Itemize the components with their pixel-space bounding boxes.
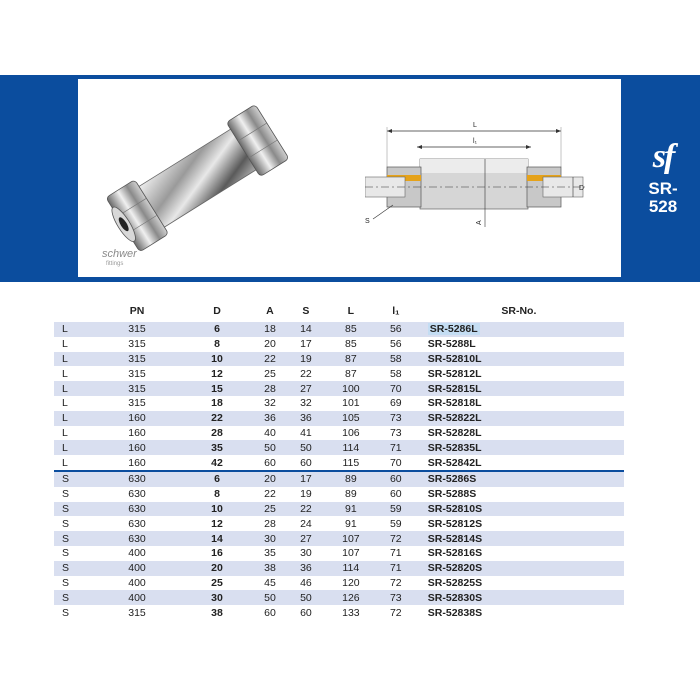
- cell-s: 24: [300, 517, 312, 530]
- cell-a: 36: [252, 411, 288, 426]
- cell-s: 41: [300, 426, 312, 439]
- cell-d: 12: [211, 367, 223, 380]
- cell-srno: SR-5286L: [414, 322, 624, 337]
- cell-l: 87: [324, 352, 378, 367]
- cell-type: L: [54, 352, 92, 367]
- cell-s: 50: [288, 590, 324, 605]
- cell-type: S: [62, 606, 70, 619]
- cell-pn: 315: [128, 338, 146, 351]
- table-row: [54, 440, 624, 455]
- cell-l1: 71: [378, 440, 414, 455]
- cell-srno: SR-52818L: [427, 397, 482, 410]
- cell-type: S: [62, 517, 70, 530]
- col-header-pn: PN: [129, 305, 145, 317]
- cell-d: 6: [182, 322, 252, 337]
- cell-type: S: [54, 561, 92, 576]
- cell-s: 36: [288, 561, 324, 576]
- cell-srno: SR-5286S: [414, 471, 624, 487]
- cell-srno: SR-52812L: [427, 367, 482, 380]
- cell-pn: 400: [92, 561, 182, 576]
- cell-s: 30: [300, 547, 312, 560]
- table-row: [54, 352, 624, 367]
- cell-l1: 58: [378, 352, 414, 367]
- cell-l: 114: [324, 440, 378, 455]
- svg-text:l₁: l₁: [473, 138, 477, 145]
- col-header-d: D: [213, 305, 221, 317]
- sf-logo: sf: [652, 138, 674, 175]
- cell-pn: 160: [128, 426, 146, 439]
- cell-a: 28: [264, 517, 276, 530]
- cell-l1: 69: [389, 397, 402, 410]
- cell-d: 25: [211, 576, 223, 589]
- cell-l1: 60: [389, 488, 402, 501]
- cell-a: 35: [264, 547, 276, 560]
- cell-s: 14: [288, 322, 324, 337]
- cell-srno: SR-52810L: [414, 352, 624, 367]
- cell-srno: SR-52842L: [427, 456, 482, 469]
- cell-l1: 73: [378, 590, 414, 605]
- cell-type: L: [54, 322, 92, 337]
- cell-l1: 70: [378, 381, 414, 396]
- table-row: [54, 322, 624, 337]
- cell-srno: SR-52820S: [414, 561, 624, 576]
- table-row: [54, 366, 624, 381]
- cell-s: 17: [288, 471, 324, 487]
- cell-d: 38: [211, 606, 223, 619]
- cell-d: 6: [182, 471, 252, 487]
- cell-srno: SR-5288S: [427, 488, 477, 501]
- cell-a: 25: [252, 502, 288, 517]
- cell-pn: 315: [128, 606, 146, 619]
- cell-s: 46: [300, 576, 312, 589]
- cell-type: S: [54, 590, 92, 605]
- cell-s: 19: [288, 352, 324, 367]
- cell-type: S: [62, 547, 70, 560]
- svg-text:S: S: [365, 218, 370, 225]
- cell-l: 114: [324, 561, 378, 576]
- cell-d: 8: [214, 338, 220, 351]
- cell-s: 19: [300, 488, 312, 501]
- cell-a: 20: [264, 338, 276, 351]
- cell-pn: 160: [92, 440, 182, 455]
- product-photo: [98, 84, 298, 274]
- cell-l1: 70: [389, 456, 402, 469]
- cell-d: 42: [211, 456, 223, 469]
- cell-pn: 630: [128, 517, 146, 530]
- cell-pn: 400: [128, 576, 146, 589]
- table-row: [54, 561, 624, 576]
- table-row: [54, 471, 624, 487]
- cell-pn: 160: [128, 456, 146, 469]
- cell-type: L: [62, 397, 68, 410]
- cell-l: 115: [342, 456, 360, 469]
- cell-s: 22: [288, 502, 324, 517]
- cell-l1: 71: [389, 547, 402, 560]
- cell-type: S: [54, 471, 92, 487]
- cell-l: 107: [324, 531, 378, 546]
- table-row: [54, 487, 624, 502]
- cell-l: 91: [324, 502, 378, 517]
- cell-l1: 58: [389, 367, 402, 380]
- cell-srno: SR-52828L: [427, 426, 482, 439]
- cell-a: 60: [264, 606, 276, 619]
- cell-d: 8: [214, 488, 220, 501]
- cell-l: 105: [324, 411, 378, 426]
- cell-pn: 160: [92, 411, 182, 426]
- table-row: [54, 381, 624, 396]
- table-row: [54, 411, 624, 426]
- cell-type: L: [54, 440, 92, 455]
- cell-s: 60: [300, 606, 312, 619]
- table-header-row: [54, 300, 624, 322]
- table-row: [54, 502, 624, 517]
- cell-l: 91: [345, 517, 357, 530]
- table-row: [54, 531, 624, 546]
- cell-pn: 315: [128, 367, 146, 380]
- cell-srno: SR-52822L: [414, 411, 624, 426]
- table-row: [54, 455, 624, 471]
- cell-type: L: [54, 381, 92, 396]
- col-header-l1: l₁: [392, 305, 400, 317]
- table-row: [54, 605, 624, 620]
- table-row: [54, 426, 624, 441]
- svg-text:A: A: [476, 220, 483, 225]
- cell-a: 40: [264, 426, 276, 439]
- cell-pn: 315: [92, 322, 182, 337]
- cell-l1: 60: [378, 471, 414, 487]
- svg-text:D: D: [579, 185, 585, 192]
- cell-a: 22: [252, 352, 288, 367]
- col-header-l: L: [347, 305, 355, 317]
- cell-s: 27: [288, 531, 324, 546]
- cell-a: 25: [264, 367, 276, 380]
- cell-d: 16: [211, 547, 223, 560]
- cell-l1: 73: [389, 426, 402, 439]
- cell-a: 32: [264, 397, 276, 410]
- cell-type: S: [62, 488, 70, 501]
- cell-l: 107: [342, 547, 360, 560]
- cell-pn: 315: [92, 381, 182, 396]
- cell-l: 133: [342, 606, 360, 619]
- cell-type: L: [62, 456, 68, 469]
- cell-l: 126: [324, 590, 378, 605]
- cell-pn: 315: [92, 352, 182, 367]
- cell-a: 18: [252, 322, 288, 337]
- cell-type: L: [54, 411, 92, 426]
- cell-l1: 72: [389, 576, 402, 589]
- cell-d: 10: [182, 352, 252, 367]
- cell-l1: 59: [378, 502, 414, 517]
- cell-srno: SR-52816S: [427, 547, 483, 560]
- cell-l1: 56: [389, 338, 402, 351]
- cell-srno: SR-52835L: [414, 440, 624, 455]
- cell-d: 15: [182, 381, 252, 396]
- col-header-sr-no: SR-No.: [501, 305, 537, 317]
- cell-a: 20: [252, 471, 288, 487]
- cell-a: 30: [252, 531, 288, 546]
- cell-a: 38: [252, 561, 288, 576]
- cell-srno: SR-5288L: [427, 338, 476, 351]
- cell-s: 50: [288, 440, 324, 455]
- cell-type: L: [62, 367, 68, 380]
- cell-s: 27: [288, 381, 324, 396]
- cell-type: L: [62, 426, 68, 439]
- table-row: [54, 516, 624, 531]
- cell-type: S: [54, 531, 92, 546]
- cell-l1: 72: [378, 531, 414, 546]
- cell-pn: 630: [92, 531, 182, 546]
- cell-l1: 59: [389, 517, 402, 530]
- cell-l: 100: [324, 381, 378, 396]
- cell-d: 35: [182, 440, 252, 455]
- cell-l: 85: [324, 322, 378, 337]
- cell-l: 106: [342, 426, 360, 439]
- cell-l1: 72: [389, 606, 402, 619]
- cell-l: 120: [342, 576, 360, 589]
- cell-pn: 630: [92, 502, 182, 517]
- col-header-s: S: [302, 305, 310, 317]
- cell-srno: SR-52815L: [414, 381, 624, 396]
- series-logo: [628, 140, 698, 216]
- cell-pn: 400: [92, 590, 182, 605]
- cell-s: 22: [300, 367, 312, 380]
- cell-srno: SR-52810S: [414, 502, 624, 517]
- cell-a: 50: [252, 440, 288, 455]
- cell-d: 20: [182, 561, 252, 576]
- cell-pn: 630: [128, 488, 146, 501]
- cell-l1: 73: [378, 411, 414, 426]
- cell-l1: 56: [378, 322, 414, 337]
- cell-d: 10: [182, 502, 252, 517]
- col-header-a: A: [266, 305, 274, 317]
- table-row: [54, 396, 624, 411]
- technical-drawing: [365, 117, 595, 247]
- cell-d: 18: [211, 397, 223, 410]
- table-row: [54, 546, 624, 561]
- cell-d: 28: [211, 426, 223, 439]
- cell-l: 101: [342, 397, 360, 410]
- cell-s: 36: [288, 411, 324, 426]
- cell-srno: SR-52814S: [414, 531, 624, 546]
- cell-srno: SR-52825S: [427, 576, 483, 589]
- cell-a: 60: [264, 456, 276, 469]
- cell-s: 60: [300, 456, 312, 469]
- cell-srno: SR-52838S: [427, 606, 483, 619]
- cell-d: 14: [182, 531, 252, 546]
- series-code: SR- 528: [648, 179, 678, 216]
- cell-a: 45: [264, 576, 276, 589]
- cell-d: 22: [182, 411, 252, 426]
- cell-d: 30: [182, 590, 252, 605]
- cell-d: 12: [211, 517, 223, 530]
- cell-srno: SR-52830S: [414, 590, 624, 605]
- cell-a: 22: [264, 488, 276, 501]
- cell-s: 32: [300, 397, 312, 410]
- cell-a: 50: [252, 590, 288, 605]
- spec-table: [54, 300, 624, 620]
- cell-l: 85: [345, 338, 357, 351]
- cell-pn: 315: [128, 397, 146, 410]
- cell-pn: 630: [92, 471, 182, 487]
- cell-pn: 400: [128, 547, 146, 560]
- table-row: [54, 337, 624, 352]
- table-row: [54, 576, 624, 591]
- cell-s: 17: [300, 338, 312, 351]
- cell-a: 28: [252, 381, 288, 396]
- cell-l: 89: [345, 488, 357, 501]
- cell-type: S: [62, 576, 70, 589]
- cell-type: L: [62, 338, 68, 351]
- product-image-panel: [78, 79, 621, 277]
- col-header-type: [54, 300, 92, 322]
- svg-text:L: L: [473, 122, 477, 129]
- cell-l: 87: [345, 367, 357, 380]
- cell-srno: SR-52812S: [427, 517, 483, 530]
- cell-l: 89: [324, 471, 378, 487]
- cell-l1: 71: [378, 561, 414, 576]
- table-row: [54, 590, 624, 605]
- cell-type: S: [54, 502, 92, 517]
- brand-logo: schwer fittings: [102, 248, 137, 267]
